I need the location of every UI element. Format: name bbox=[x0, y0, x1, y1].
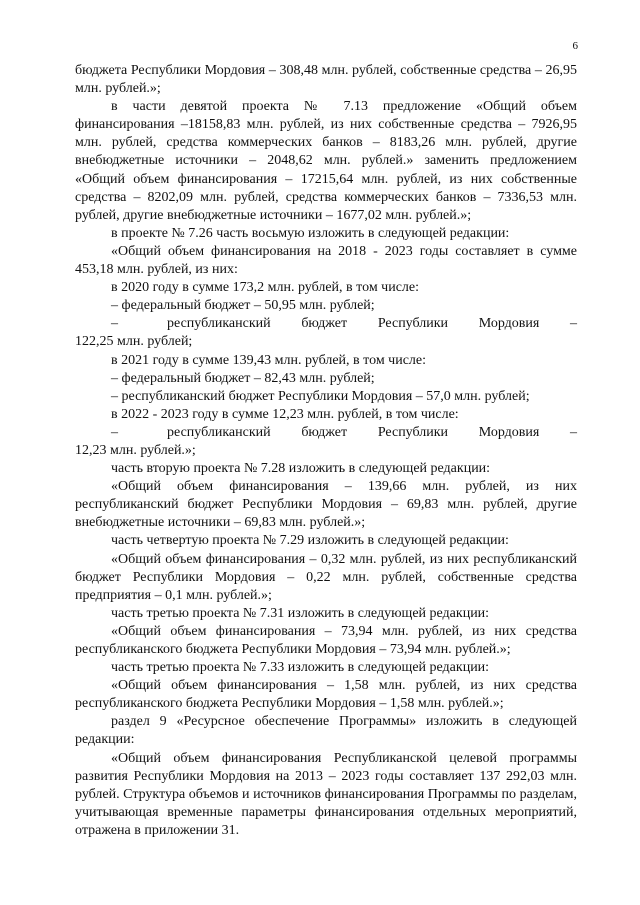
paragraph: в 2022 - 2023 году в сумме 12,23 млн. рублей, в том числе: bbox=[111, 406, 459, 422]
word: бюджет bbox=[301, 424, 348, 440]
paragraph: «Общий объем финансирования – 0,32 млн. рублей, из них республиканский бюджет Республики Мордовия – 0,22 млн. рублей, собственные средства предприятия – 0,1 млн. рублей.»; bbox=[75, 551, 577, 603]
paragraph: часть третью проекта № 7.31 изложить в следующей редакции: bbox=[111, 605, 490, 621]
paragraph: раздел 9 «Ресурсное обеспечение Программы» изложить в следующей редакции: bbox=[75, 714, 577, 748]
paragraph: 12,23 млн. рублей.»; bbox=[75, 442, 196, 458]
word: – bbox=[569, 316, 577, 332]
paragraph: 122,25 млн. рублей; bbox=[75, 334, 193, 350]
paragraph: «Общий объем финансирования на 2018 - 2023 годы составляет в сумме 453,18 млн. рублей, из них: bbox=[75, 243, 577, 278]
word: Республики bbox=[377, 316, 449, 332]
paragraph: – республиканский бюджет Республики Мордовия – 57,0 млн. рублей; bbox=[111, 388, 530, 404]
paragraph: «Общий объем финансирования Республиканской целевой программы развития Республики Мордовия на 2013 – 2023 годы составляет 137 292,03 млн. рублей. Структура объемов и источников финансирования Программы по разделам, учитывающая временные параметры финансирования отдельных мероприятий, отражена в приложении 31. bbox=[75, 750, 577, 838]
word: – bbox=[569, 424, 577, 440]
budget-line-2022 bbox=[75, 424, 577, 442]
dash-mark: – bbox=[111, 316, 118, 332]
paragraph: часть четвертую проекта № 7.29 изложить в следующей редакции: bbox=[111, 533, 509, 549]
paragraph: часть третью проекта № 7.33 изложить в следующей редакции: bbox=[111, 660, 490, 676]
word: Республики bbox=[377, 424, 449, 440]
paragraph: «Общий объем финансирования – 73,94 млн. рублей, из них средства республиканского бюджета Республики Мордовия – 73,94 млн. рублей.»; bbox=[75, 623, 577, 657]
word: республиканский bbox=[167, 424, 271, 440]
dash-mark: – bbox=[111, 424, 118, 440]
paragraph: – федеральный бюджет – 82,43 млн. рублей; bbox=[111, 370, 375, 386]
document-body bbox=[75, 62, 577, 840]
word: республиканский bbox=[167, 316, 271, 332]
paragraph: «Общий объем финансирования – 1,58 млн. рублей, из них средства республиканского бюджета Республики Мордовия – 1,58 млн. рублей.»; bbox=[75, 678, 577, 712]
paragraph: в 2020 году в сумме 173,2 млн. рублей, в том числе: bbox=[111, 280, 420, 296]
paragraph: «Общий объем финансирования – 139,66 млн. рублей, из них республиканский бюджет Республики Мордовия – 69,83 млн. рублей, другие внебюджетные источники – 69,83 млн. рублей.»; bbox=[75, 479, 577, 531]
page-number: 6 bbox=[572, 40, 578, 52]
word: бюджет bbox=[301, 316, 348, 332]
word: Мордовия bbox=[478, 424, 540, 440]
paragraph: в проекте № 7.26 часть восьмую изложить в следующей редакции: bbox=[111, 225, 510, 241]
paragraph: часть вторую проекта № 7.28 изложить в следующей редакции: bbox=[111, 461, 491, 477]
paragraph: бюджета Республики Мордовия – 308,48 млн. рублей, собственные средства – 26,95 млн. рублей.»; bbox=[75, 63, 577, 97]
word: Мордовия bbox=[478, 316, 540, 332]
paragraph: – федеральный бюджет – 50,95 млн. рублей; bbox=[111, 298, 375, 314]
paragraph: в части девятой проекта № 7.13 предложение «Общий объем финансирования –18158,83 млн. рублей, из них собственные средства – 7926,95 млн. рублей, средства коммерческих банков – 8183,26 млн. рублей, другие внебюджетные источники – 2048,62 млн. рублей.» заменить предложением «Общий объем финансирования – 17215,64 млн. рублей, из них собственные средства – 8202,09 млн. рублей, средства коммерческих банков – 7336,53 млн. рублей, другие внебюджетные источники – 1677,02 млн. рублей.»; bbox=[75, 99, 577, 223]
paragraph: в 2021 году в сумме 139,43 млн. рублей, в том числе: bbox=[111, 352, 427, 368]
budget-line-2020 bbox=[75, 315, 577, 333]
